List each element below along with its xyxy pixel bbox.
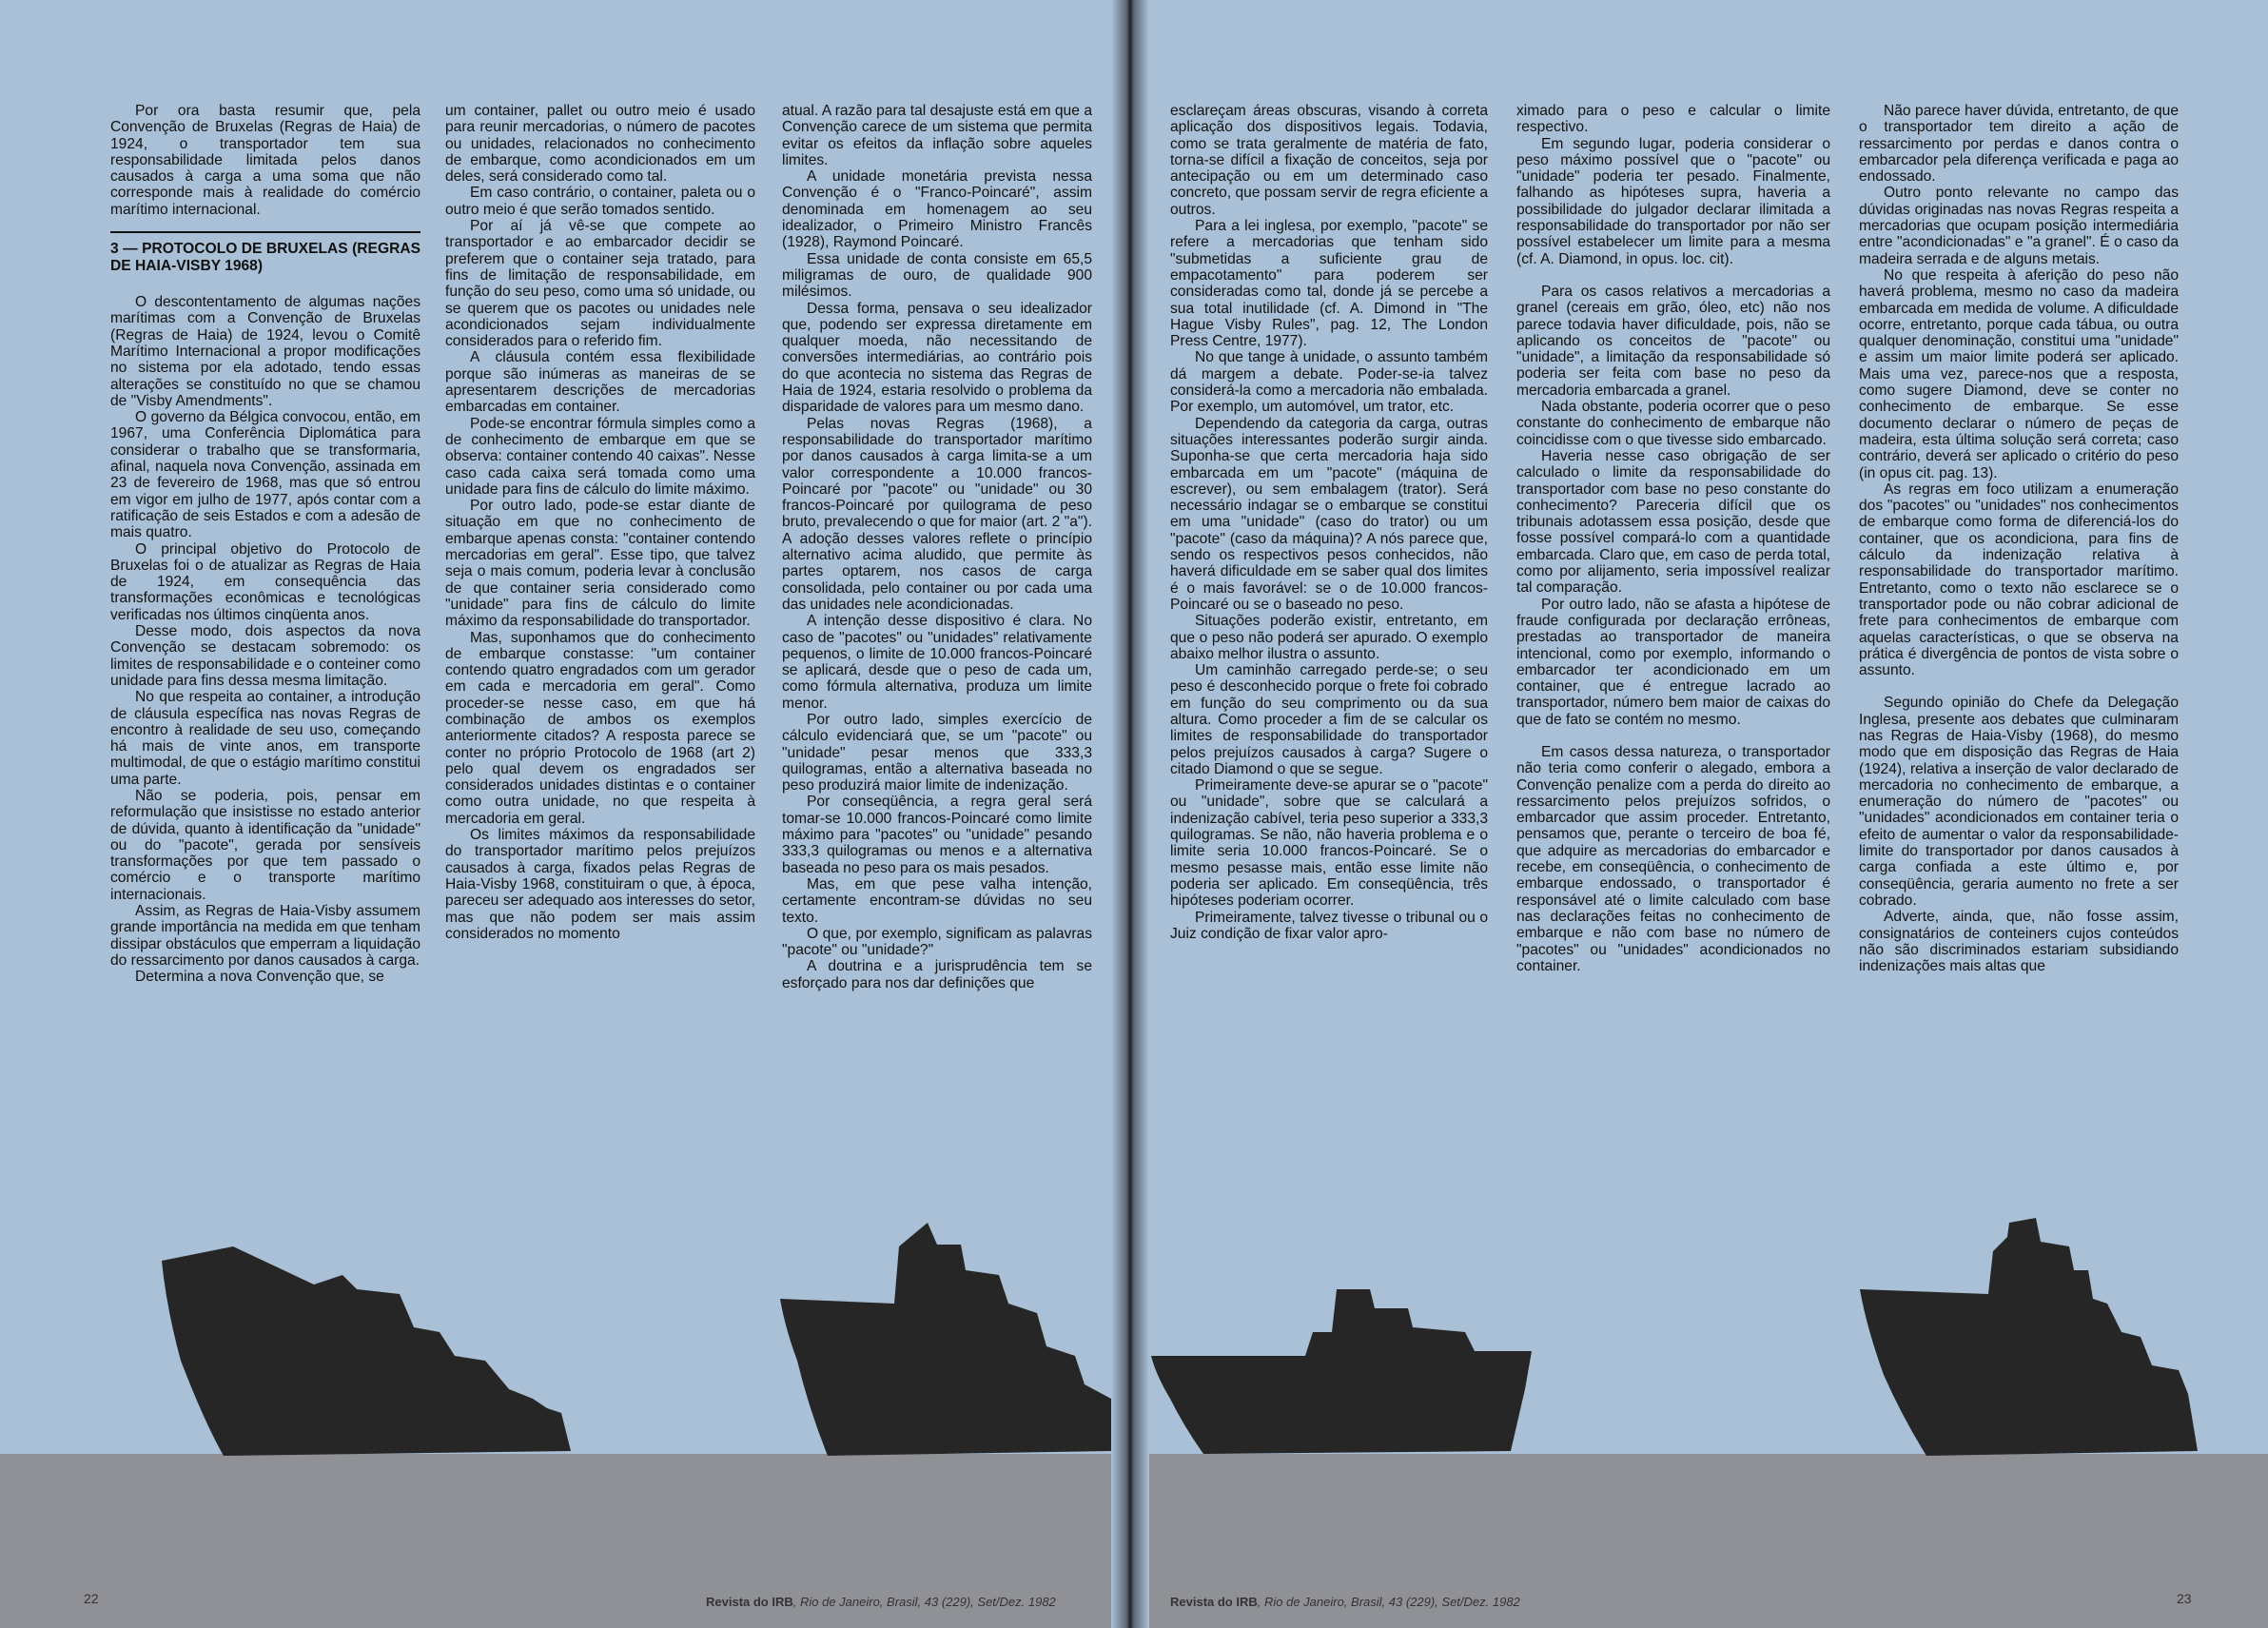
- paragraph: No que tange à unidade, o assunto também dá margem a debate. Poder-se-ia talvez considerá-la como a mercadoria não embalada. Por exemplo, um automóvel, um trator, etc.: [1170, 349, 1488, 416]
- paragraph: Um caminhão carregado perde-se; o seu peso é desconhecido porque o frete foi cobrado em função do seu comprimento ou da sua altura. Como proceder a fim de se calcular os limites de responsabilidade do transportador pelos prejuízos causados à carga? Sugere o citado Diamond o que se segue.: [1170, 662, 1488, 777]
- paragraph: As regras em foco utilizam a enumeração dos "pacotes" ou "unidades" nos conhecimentos de embarque como forma de diferenciá-los do container, que os acondiciona, para fins de cálculo da indenização relativa à responsabilidade do transportador marítimo. Entretanto, como o texto não esclarece se o transportador pode ou não cobrar adicional de frete para conhecimentos de embarque com aquelas características, o que se observa na prática é divergência de pontos de vista sobre o assunto.: [1859, 481, 2179, 679]
- ship-3-silhouette: [1151, 1289, 1532, 1454]
- journal-name-left: Revista do IRB: [706, 1595, 793, 1609]
- paragraph: Não parece haver dúvida, entretanto, de que o transportador tem direito a ação de ressarcimento por perdas e danos contra o embarcador pela diferença verificada e paga ao endossado.: [1859, 103, 2179, 186]
- paragraph: No que respeita ao container, a introdução de cláusula específica nas novas Regras de encontro à realidade de seu uso, começando há mais de vinte anos, em transporte multimodal, de que o estágio marítimo constitui uma parte.: [110, 689, 420, 788]
- paragraph: O descontentamento de algumas nações marítimas com a Convenção de Bruxelas (Regras de Haia) de 1924, levou o Comitê Marítimo Internacional a propor modificações no sistema por ela adotado, tendo essas alterações se constituído no que se chamou de "Visby Amendments".: [110, 294, 420, 409]
- paragraph: Para os casos relativos a mercadorias a granel (cereais em grão, óleo, etc) não nos parece todavia haver dificuldade, pois, não se aplicando os conceitos de "pacote" ou "unidade", a limitação da responsabilidade só poderia ser feita com base no peso da mercadoria embarcada a granel.: [1516, 283, 1830, 399]
- paragraph: Dessa forma, pensava o seu idealizador que, podendo ser expressa diretamente em qualquer moeda, não necessitando de conversões intermediárias, ao contrário pois do que acontecia no sistema das Regras de Haia de 1924, estaria resolvido o problema da disparidade de valores para um mesmo dano.: [782, 300, 1092, 416]
- paragraph: ximado para o peso e calcular o limite respectivo.: [1516, 103, 1830, 136]
- paragraph: No que respeita à aferição do peso não haverá problema, mesmo no caso da madeira embarcada em medida de volume. A dificuldade ocorre, entretanto, porque cada tábua, ou outra qualquer denominação, constitui uma "unidade" e assim um maior limite poderá ser aplicado. Mais uma vez, parece-nos que a resposta, como sugere Diamond, deve se conter no conhecimento de embarque. Se esse documento declarar o número de peças de madeira, esta última solução será correta; caso contrário, deverá ser aplicado o critério do peso (in opus cit. pag. 13).: [1859, 266, 2179, 481]
- ship-silhouettes-illustration: [0, 1218, 2268, 1465]
- left-column-2: [445, 103, 755, 942]
- paragraph: Em caso contrário, o container, paleta ou o outro meio é que serão tomados sentido.: [445, 185, 755, 218]
- paragraph: um container, pallet ou outro meio é usado para reunir mercadorias, o número de pacotes ou unidades, relacionados no conhecimento de embarque, como acondicionados em um deles, será considerado como tal.: [445, 103, 755, 186]
- left-column-1: [110, 103, 420, 986]
- paragraph: Primeiramente, talvez tivesse o tribunal ou o Juiz condição de fixar valor apro-: [1170, 909, 1488, 942]
- paragraph: Para a lei inglesa, por exemplo, "pacote" se refere a mercadorias que tenham sido "submetidas a suficiente grau de empacotamento" para poderem ser consideradas como tal, donde já se percebe a sua total inutilidade (cf. A. Dimond in "The Hague Visby Rules", pag. 12, The London Press Centre, 1977).: [1170, 218, 1488, 350]
- ship-1-silhouette: [162, 1246, 571, 1456]
- paragraph: Os limites máximos da responsabilidade do transportador marítimo pelos prejuízos causados à carga, fixados pelas Regras de Haia-Visby 1968, constituiram o que, à época, pareceu ser adequado aos interesses do setor, mas que não podem ser mais assim considerados no momento: [445, 827, 755, 942]
- paragraph: Adverte, ainda, que, não fosse assim, consignatários de conteiners cujos conteúdos não são discriminados estariam subsidiando indenizações mais altas que: [1859, 909, 2179, 975]
- journal-name-right: Revista do IRB: [1170, 1595, 1258, 1609]
- ship-2-silhouette: [780, 1223, 1111, 1456]
- citation-right: , Rio de Janeiro, Brasil, 43 (229), Set/Dez. 1982: [1257, 1595, 1520, 1609]
- paragraph: Por outro lado, pode-se estar diante de situação em que no conhecimento de embarque apenas consta: "container contendo mercadorias em geral". Esse tipo, que talvez seja o mais comum, poderia levar à conclusão de que container seria considerado como "unidade" para fins de cálculo do limite máximo da responsabilidade do transportador.: [445, 498, 755, 630]
- paragraph: A cláusula contém essa flexibilidade porque são inúmeras as maneiras de se apresentarem descrições de mercadorias embarcadas em container.: [445, 349, 755, 416]
- footer-right: [1170, 1595, 1520, 1609]
- paragraph: Em casos dessa natureza, o transportador não teria como conferir o alegado, embora a Convenção penalize com a perda do direito ao ressarcimento pelos prejuízos sofridos, o embarcador que assim proceder. Entretanto, pensamos que, perante o terceiro de boa fé, que adquire as mercadorias do embarcador e recebe, em conseqüência, o conhecimento de embarque endossado, o transportador é responsável até o limite calculado com base nas declarações feitas no conhecimento de embarque e não com base no número de "pacotes" ou "unidades" acondicionados no container.: [1516, 743, 1830, 974]
- paragraph: Em segundo lugar, poderia considerar o peso máximo possível que o "pacote" ou "unidade" poderia ter pesado. Finalmente, falhando as hipóteses supra, haveria a possibilidade do julgador declarar ilimitada a responsabilidade do transportador por não ser possível estabelecer um limite para a mesma (cf. A. Diamond, in opus. loc. cit).: [1516, 135, 1830, 267]
- paragraph: Pelas novas Regras (1968), a responsabilidade do transportador marítimo por danos causados à carga limita-se a um valor correspondente a 10.000 francos-Poincaré por "pacote" ou "unidade" ou 30 francos-Poincaré por quilograma de peso bruto, prevalecendo o que for maior (art. 2 "a"). A adoção desses valores reflete o princípio alternativo acima aludido, que permite às partes optarem, nos casos de carga consolidada, pelo container ou por cada uma das unidades nele acondicionadas.: [782, 415, 1092, 613]
- ship-4-silhouette: [1860, 1218, 2198, 1456]
- left-column-3: [782, 103, 1092, 991]
- paragraph: A unidade monetária prevista nessa Convenção é o "Franco-Poincaré", assim denominada em homenagem ao seu idealizador, o Primeiro Ministro Francês (1928), Raymond Poincaré.: [782, 168, 1092, 251]
- paragraph: Mas, suponhamos que do conhecimento de embarque constasse: "um container contendo quatro engradados com um gerador em cada e mercadoria em geral". Como proceder-se nesse caso, em que há combinação de ambos os exemplos anteriormente citados? A resposta parece se conter no próprio Protocolo de 1968 (art 2) pelo qual devem os engradados ser considerados unidades distintas e o container como outra unidade, no que respeita à mercadoria em geral.: [445, 629, 755, 827]
- paragraph: Por outro lado, simples exercício de cálculo evidenciará que, se um "pacote" ou "unidade" pesar menos que 333,3 quilogramas, então a alternativa baseada no peso produzirá maior limite de indenização.: [782, 711, 1092, 794]
- paragraph: Mas, em que pese valha intenção, certamente encontram-se dúvidas no seu texto.: [782, 875, 1092, 926]
- paragraph: Segundo opinião do Chefe da Delegação Inglesa, presente aos debates que culminaram nas Regras de Haia-Visby (1968), do mesmo modo que em disposição das Regras de Haia (1924), relativa a inserção de valor declarado de mercadoria no conhecimento de embarque, a enumeração do número de "pacotes" ou "unidades" acondicionados em container teria o efeito de aumentar o valor da responsabilidade-limite do transportador por danos causados à carga confiada a este último e, por conseqüência, geraria aumento no frete a ser cobrado.: [1859, 695, 2179, 909]
- paragraph: Essa unidade de conta consiste em 65,5 miligramas de ouro, de qualidade 900 milésimos.: [782, 250, 1092, 301]
- paragraph: Por aí já vê-se que compete ao transportador e ao embarcador decidir se preferem que o container seja tratado, para fins de limitação de responsabilidade, em função do seu peso, como uma só unidade, ou se querem que os pacotes ou unidades nele acondicionados sejam individualmente considerados para o referido fim.: [445, 218, 755, 350]
- paragraph: Por ora basta resumir que, pela Convenção de Bruxelas (Regras de Haia) de 1924, o transportador tem sua responsabilidade limitada pelos danos causados à carga a uma soma que não corresponde mais à realidade do comércio marítimo internacional.: [110, 103, 420, 218]
- paragraph: Dependendo da categoria da carga, outras situações interessantes poderão surgir ainda. Suponha-se que certa mercadoria haja sido embarcada em um "pacote" (máquina de escrever), ou sem embalagem (trator). Será necessário indagar se o embarque se constitui em uma "unidade" (caso do trator) ou um "pacote" (caso da máquina)? A nós parece que, sendo os respectivos pesos conhecidos, não haverá dificuldade em se saber qual dos limites é o mais favorável: se o de 10.000 francos-Poincaré ou se o baseado no peso.: [1170, 415, 1488, 613]
- citation-left: , Rio de Janeiro, Brasil, 43 (229), Set/Dez. 1982: [792, 1595, 1056, 1609]
- page-number-left: 22: [84, 1591, 99, 1606]
- paragraph: A intenção desse dispositivo é clara. No caso de "pacotes" ou "unidades" relativamente pequenos, o limite de 10.000 francos-Poincaré se aplicará, desde que o peso de cada um, como fórmula alternativa, produza um limite menor.: [782, 613, 1092, 712]
- paragraph: Não se poderia, pois, pensar em reformulação que insistisse no estado anterior de dúvida, quanto à identificação da "unidade" ou do "pacote", gerada por sensíveis transformações por que tem passado o comércio e o transporte marítimo internacionais.: [110, 787, 420, 903]
- paragraph: Nada obstante, poderia ocorrer que o peso constante do conhecimento de embarque não coincidisse com o que tivesse sido embarcado.: [1516, 399, 1830, 448]
- paragraph: Haveria nesse caso obrigação de ser calculado o limite da responsabilidade do transportador com base no peso constante do conhecimento? Pareceria difícil que os tribunais adotassem essa posição, desde que fosse possível compará-lo com a quantidade embarcada. Claro que, em caso de perda total, como por alijamento, seria impossível realizar tal comparação.: [1516, 447, 1830, 597]
- paragraph: A doutrina e a jurisprudência tem se esforçado para nos dar definições que: [782, 958, 1092, 991]
- paragraph: Primeiramente deve-se apurar se o "pacote" ou "unidade", sobre que se calculará a indenização cabível, teria peso superior a 333,3 quilogramas. Se não, não haveria problema e o limite seria 10.000 francos-Poincaré. Se o mesmo pesasse mais, então esse limite não poderia ser aplicado. Em conseqüência, três hipóteses poderiam ocorrer.: [1170, 777, 1488, 910]
- paragraph: Pode-se encontrar fórmula simples como a de conhecimento de embarque em que se observa: container contendo 40 caixas". Nesse caso cada caixa será tomada como uma unidade para fins de cálculo do limite máximo.: [445, 415, 755, 498]
- paragraph: O governo da Bélgica convocou, então, em 1967, uma Conferência Diplomática para considerar o trabalho que se transformaria, afinal, naquela nova Convenção, assinada em 23 de fevereiro de 1968, mas que só entrou em vigor em julho de 1977, após contar com a ratificação de seis Estados e com a adesão de mais quatro.: [110, 409, 420, 541]
- paragraph: Outro ponto relevante no campo das dúvidas originadas nas novas Regras respeita a mercadorias que ocupam posição intermediária entre "acondicionadas" e "a granel". É o caso da madeira serrada e de alguns metais.: [1859, 185, 2179, 267]
- section-heading: 3 — PROTOCOLO DE BRUXELAS (REGRAS DE HAIA-VISBY 1968): [110, 231, 420, 275]
- footer-left: [706, 1595, 1056, 1609]
- paragraph: Situações poderão existir, entretanto, em que o peso não poderá ser apurado. O exemplo abaixo melhor ilustra o assunto.: [1170, 613, 1488, 662]
- paragraph: O que, por exemplo, significam as palavras "pacote" ou "unidade?": [782, 925, 1092, 959]
- paragraph: atual. A razão para tal desajuste está em que a Convenção carece de um sistema que permita evitar os efeitos da inflação sobre aqueles limites.: [782, 103, 1092, 168]
- right-column-3: [1859, 103, 2179, 974]
- paragraph: Por conseqüência, a regra geral será tomar-se 10.000 francos-Poincaré como limite máximo para "pacotes" ou "unidade" pesando 333,3 quilogramas ou menos e a alternativa baseada no peso para os mais pesados.: [782, 794, 1092, 876]
- paragraph: Desse modo, dois aspectos da nova Convenção se destacam sobremodo: os limites de responsabilidade e o conteiner como unidade para fins dessa mesma limitação.: [110, 623, 420, 689]
- page-number-right: 23: [2177, 1591, 2192, 1606]
- paragraph: esclareçam áreas obscuras, visando à correta aplicação dos dispositivos legais. Todavia, como se trata geralmente de matéria de fato, torna-se difícil a fixação de conceitos, seja por antecipação ou em um determinado caso concreto, que possam servir de regra eficiente a outros.: [1170, 103, 1488, 218]
- paragraph: Por outro lado, não se afasta a hipótese de fraude configurada por declaração errôneas, prestadas ao transportador de maneira intencional, como por exemplo, informando o embarcador ter acondicionado em um container, que é entregue lacrado ao transportador, número bem maior de caixas do que de fato se contém no mesmo.: [1516, 596, 1830, 728]
- right-column-2: [1516, 103, 1830, 974]
- left-col1-body: [110, 294, 420, 985]
- paragraph: O principal objetivo do Protocolo de Bruxelas foi o de atualizar as Regras de Haia de 1924, em consequência das transformações econômicas e tecnológicas verificadas nos últimos cinqüenta anos.: [110, 540, 420, 623]
- right-column-1: [1170, 103, 1488, 942]
- paragraph: Assim, as Regras de Haia-Visby assumem grande importância na medida em que tenham dissipar obstáculos que emperram a liquidação do ressarcimento por danos causados à carga.: [110, 903, 420, 969]
- left-col1-intro: [110, 103, 420, 218]
- paragraph: Determina a nova Convenção que, se: [135, 969, 384, 986]
